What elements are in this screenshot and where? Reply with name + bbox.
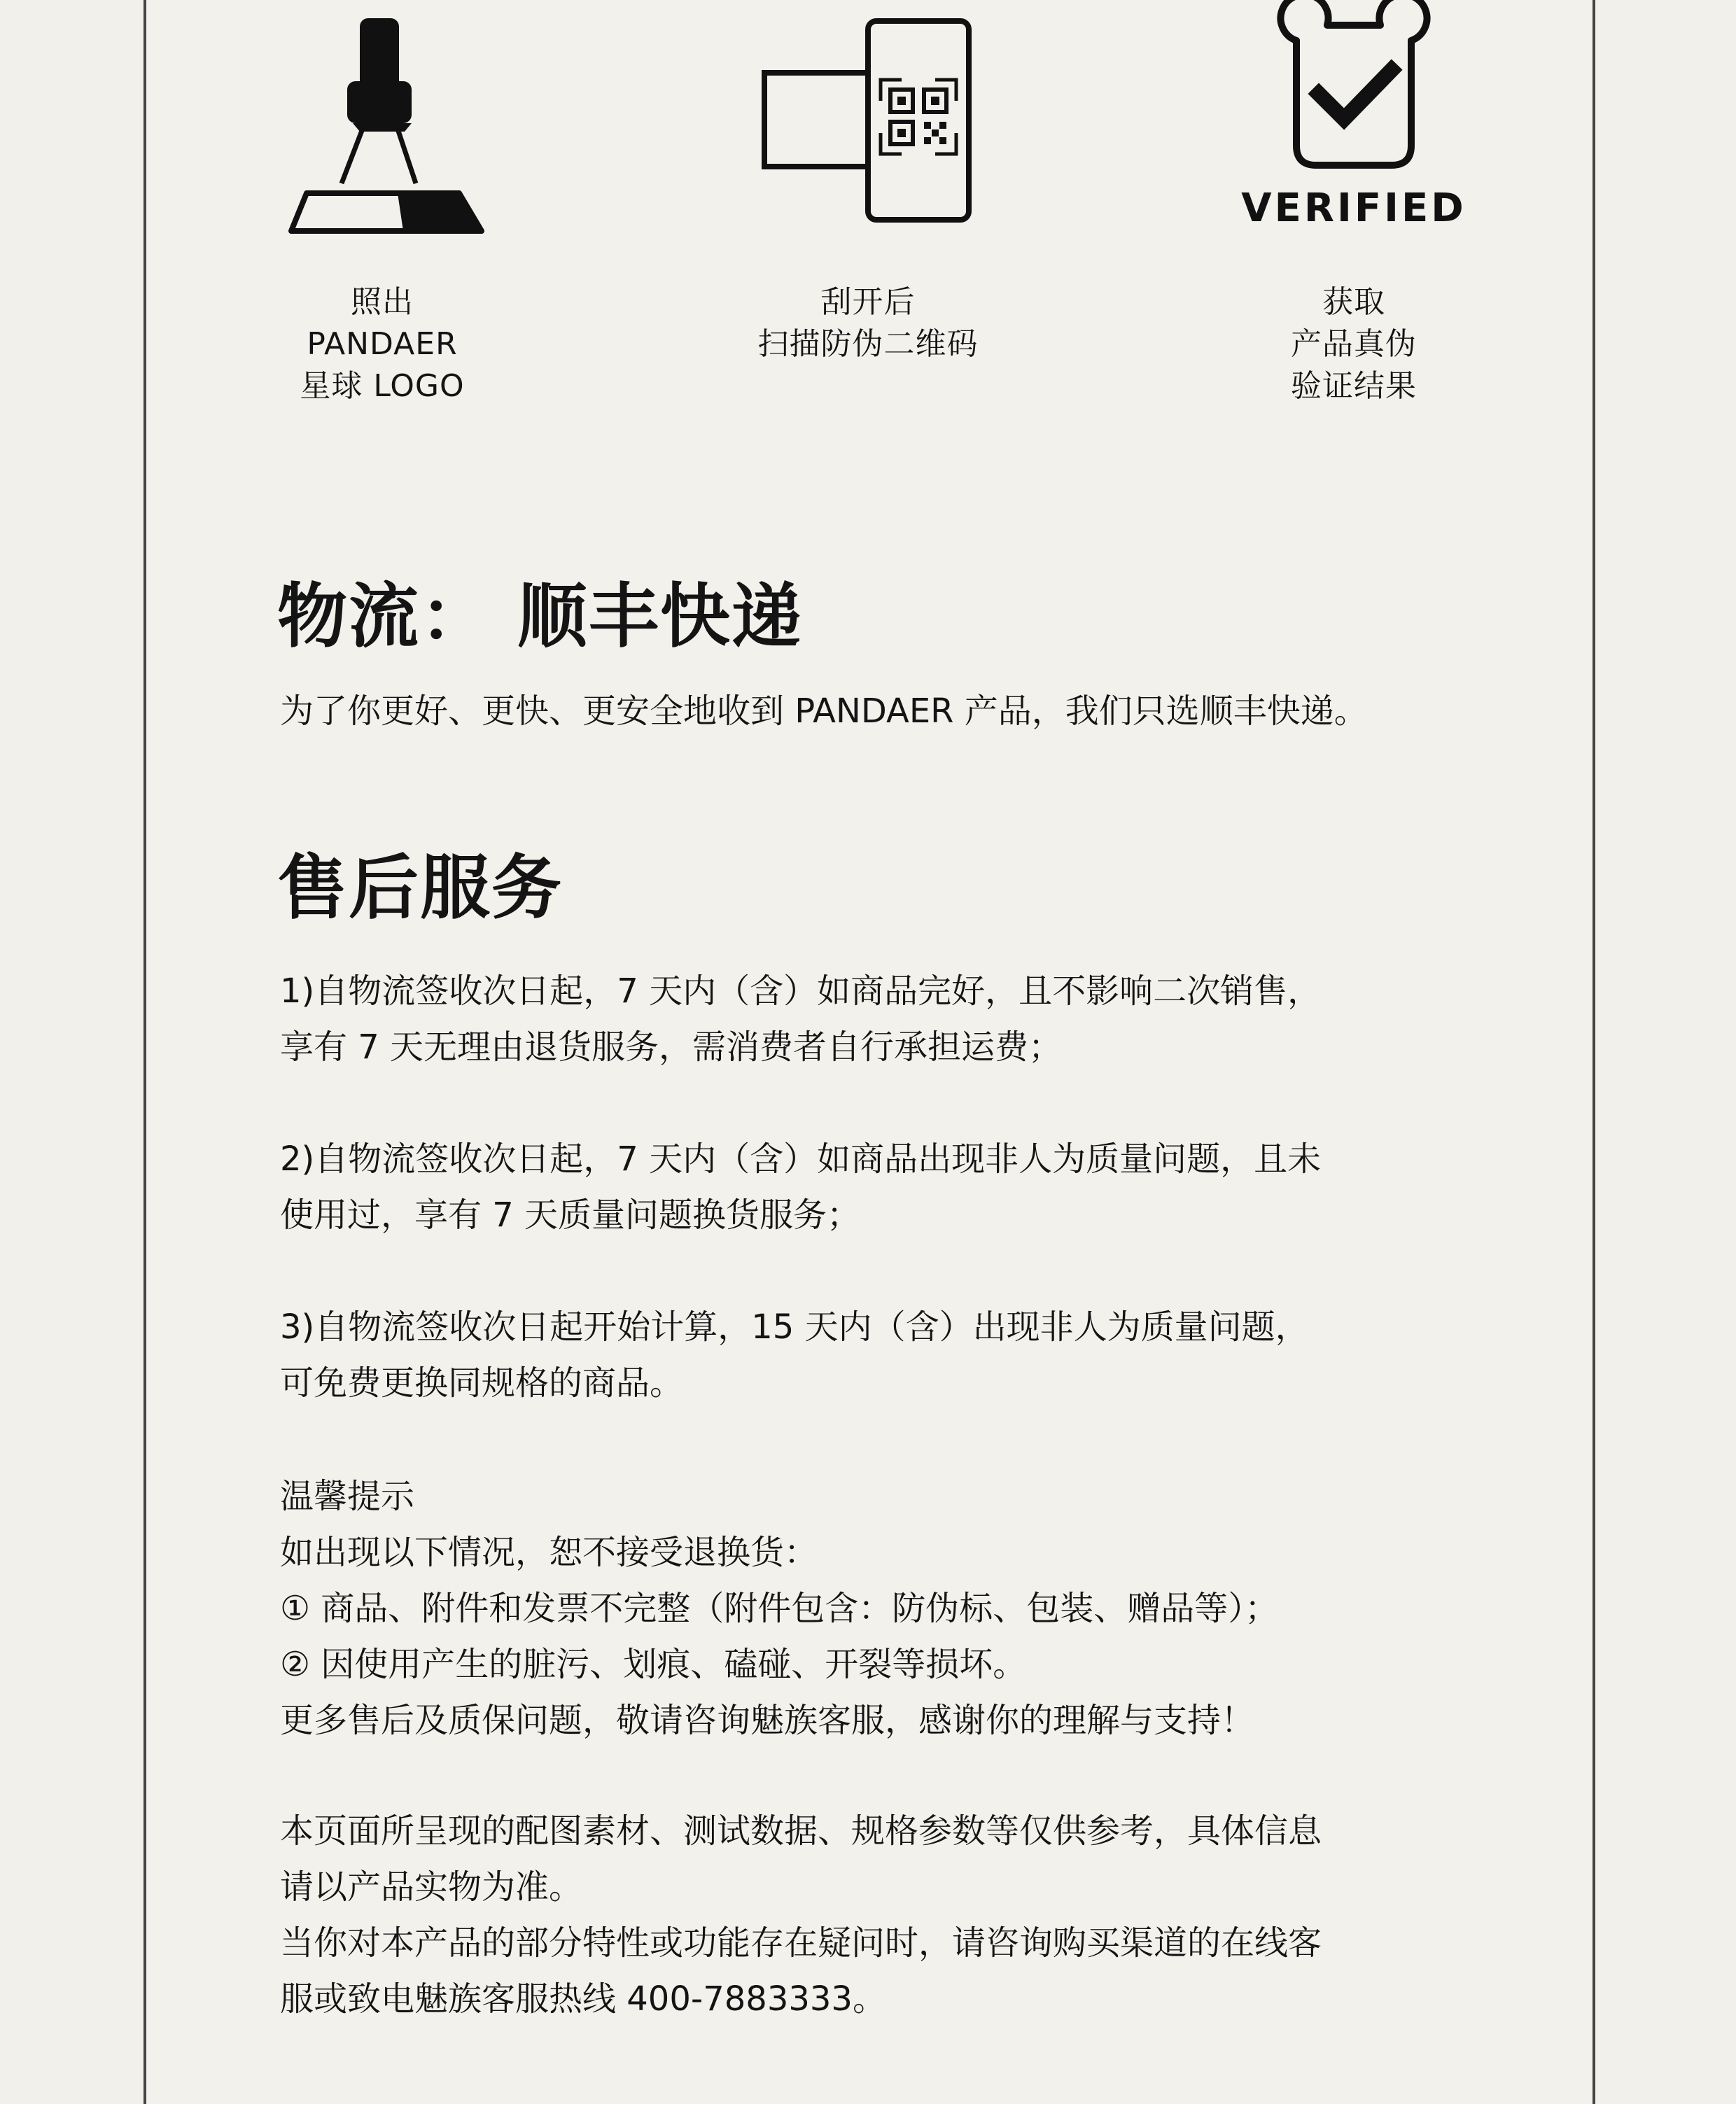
after-sales-item: 2)自物流签收次日起，7 天内（含）如商品出现非人为质量问题，且未 使用过，享有 7 天质量问题换货服务； <box>280 1139 1322 1235</box>
step-caption: 刮开后 扫描防伪二维码 <box>757 284 979 362</box>
qr-scan-icon <box>658 0 1078 238</box>
tips-block: 温馨提示 如出现以下情况，恕不接受退换货： ① 商品、附件和发票不完整（附件包含：防伪标、包装、赠品等）； ② 因使用产生的脏污、划痕、磕碰、开裂等损坏。 更多售后及质保问题，敬请咨询魅族客服，感谢你的理解与支持！ <box>280 1468 1498 1748</box>
logistics-title: 物流： 顺丰快递 <box>277 575 803 657</box>
step-caption: 获取 产品真伪 验证结果 <box>1291 284 1417 404</box>
after-sales-item: 1)自物流签收次日起，7 天内（含）如商品完好，且不影响二次销售， 享有 7 天无理由退货服务，需消费者自行承担运费； <box>280 972 1322 1067</box>
step-flashlight <box>172 0 592 407</box>
flashlight-icon <box>172 0 592 238</box>
step-caption: 照出 PANDAER 星球 LOGO <box>300 284 465 404</box>
verified-bear-icon <box>1144 0 1564 238</box>
disclaimer-block: 本页面所呈现的配图素材、测试数据、规格参数等仅供参考，具体信息 请以产品实物为准。 当你对本产品的部分特性或功能存在疑问时，请咨询购买渠道的在线客 服或致电魅族客服热线 400-7883333。 <box>280 1811 1322 2019</box>
step-qr-scan <box>658 0 1078 365</box>
after-sales-item: 3)自物流签收次日起开始计算，15 天内（含）出现非人为质量问题， 可免费更换同规格的商品。 <box>280 1307 1309 1403</box>
logistics-text: 为了你更好、更快、更安全地收到 PANDAER 产品，我们只选顺丰快递。 <box>280 692 1368 731</box>
after-sales-title: 售后服务 <box>277 847 563 929</box>
step-verified <box>1144 0 1564 407</box>
verified-badge-text: VERIFIED <box>1241 185 1466 231</box>
tips-title: 温馨提示 <box>280 1477 415 1516</box>
